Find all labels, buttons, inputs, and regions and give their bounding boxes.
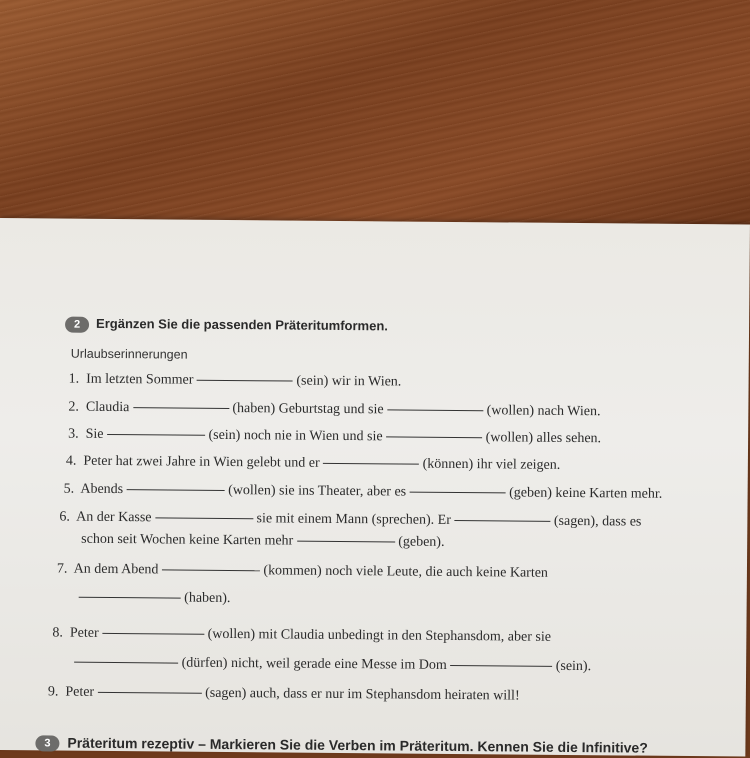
exercise-item-7	[57, 562, 548, 582]
answer-blank[interactable]	[297, 540, 395, 543]
item-text: (wollen) sie ins Theater, aber es	[228, 483, 407, 500]
answer-blank[interactable]	[102, 632, 204, 635]
exercise-number-badge: 3	[35, 735, 59, 751]
exercise-item-2	[68, 400, 600, 421]
worksheet-page	[0, 218, 750, 757]
answer-blank[interactable]	[127, 488, 225, 491]
item-text: (sagen) auch, dass er nur im Stephansdom heiraten will!	[205, 685, 520, 704]
answer-blank[interactable]	[386, 435, 482, 438]
answer-blank[interactable]	[98, 691, 202, 694]
item-text: schon seit Wochen keine Karten mehr	[81, 531, 294, 549]
exercise-item-9	[48, 684, 520, 704]
answer-blank[interactable]	[74, 661, 178, 664]
exercise-item-6	[59, 510, 641, 531]
answer-blank[interactable]	[162, 568, 260, 571]
item-text: Claudia	[85, 399, 130, 416]
item-text: Abends	[80, 481, 124, 498]
answer-blank[interactable]	[450, 664, 552, 667]
answer-blank[interactable]	[197, 379, 293, 382]
wooden-table	[0, 0, 750, 230]
item-text: (sein) noch nie in Wien und sie	[208, 427, 383, 445]
item-text: (dürfen) nicht, weil gerade eine Messe im Dom	[181, 655, 447, 673]
exercise-item-7-continued	[79, 590, 231, 607]
item-number: 1.	[68, 371, 80, 387]
item-text: (können) ihr viel zeigen.	[422, 456, 561, 473]
item-text: (sein).	[555, 658, 592, 675]
answer-blank[interactable]	[454, 519, 550, 522]
item-text: Sie	[85, 426, 104, 442]
item-number: 9.	[47, 684, 59, 700]
item-number: 5.	[63, 481, 75, 497]
item-text: (haben).	[184, 590, 231, 607]
exercise-title: Ergänzen Sie die passenden Präteritumformen.	[96, 315, 388, 334]
item-text: (sein) wir in Wien.	[296, 373, 402, 390]
item-text: Peter hat zwei Jahre in Wien gelebt und er	[83, 453, 320, 471]
answer-blank[interactable]	[410, 491, 506, 494]
item-number: 8.	[52, 625, 63, 641]
item-number: 4.	[65, 453, 77, 469]
answer-blank[interactable]	[155, 516, 253, 519]
exercise-item-4	[66, 454, 561, 474]
answer-blank[interactable]	[133, 406, 229, 409]
exercise-title: Präteritum rezeptiv – Markieren Sie die Verben im Präteritum. Kennen Sie die Infinitive?	[67, 734, 648, 756]
item-text: (geben) keine Karten mehr.	[509, 485, 663, 502]
exercise-item-5	[64, 482, 663, 503]
item-text: Peter	[69, 625, 99, 641]
answer-blank[interactable]	[107, 433, 205, 436]
item-text: Peter	[65, 684, 95, 700]
item-text: (kommen) noch viele Leute, die auch keine Karten	[263, 563, 549, 581]
answer-blank[interactable]	[79, 596, 181, 599]
item-text: (wollen) nach Wien.	[486, 403, 601, 420]
item-text: (haben) Geburtstag und sie	[232, 401, 384, 418]
exercise-item-8-continued	[74, 655, 591, 676]
item-number: 6.	[59, 509, 70, 525]
item-text: (wollen) alles sehen.	[485, 430, 602, 447]
item-text: (geben).	[398, 534, 445, 550]
exercise-item-6-continued	[81, 532, 444, 551]
exercise-number-badge: 2	[65, 317, 89, 333]
item-number: 7.	[56, 561, 68, 577]
answer-blank[interactable]	[387, 408, 483, 411]
item-text: An der Kasse	[76, 509, 152, 526]
item-text: An dem Abend	[73, 561, 159, 578]
answer-blank[interactable]	[323, 462, 419, 465]
item-text: Im letzten Sommer	[86, 371, 194, 388]
exercise-item-3	[68, 427, 601, 448]
exercise-item-8	[52, 625, 551, 645]
exercise-item-1	[69, 372, 402, 391]
item-text: (sagen), dass es	[553, 513, 642, 530]
item-text: (wollen) mit Claudia unbedingt in den Stephansdom, aber sie	[207, 626, 552, 645]
item-text: sie mit einem Mann (sprechen). Er	[256, 511, 451, 528]
item-number: 3.	[68, 426, 79, 442]
item-number: 2.	[68, 399, 79, 415]
exercise-subtitle: Urlaubserinnerungen	[70, 346, 188, 362]
